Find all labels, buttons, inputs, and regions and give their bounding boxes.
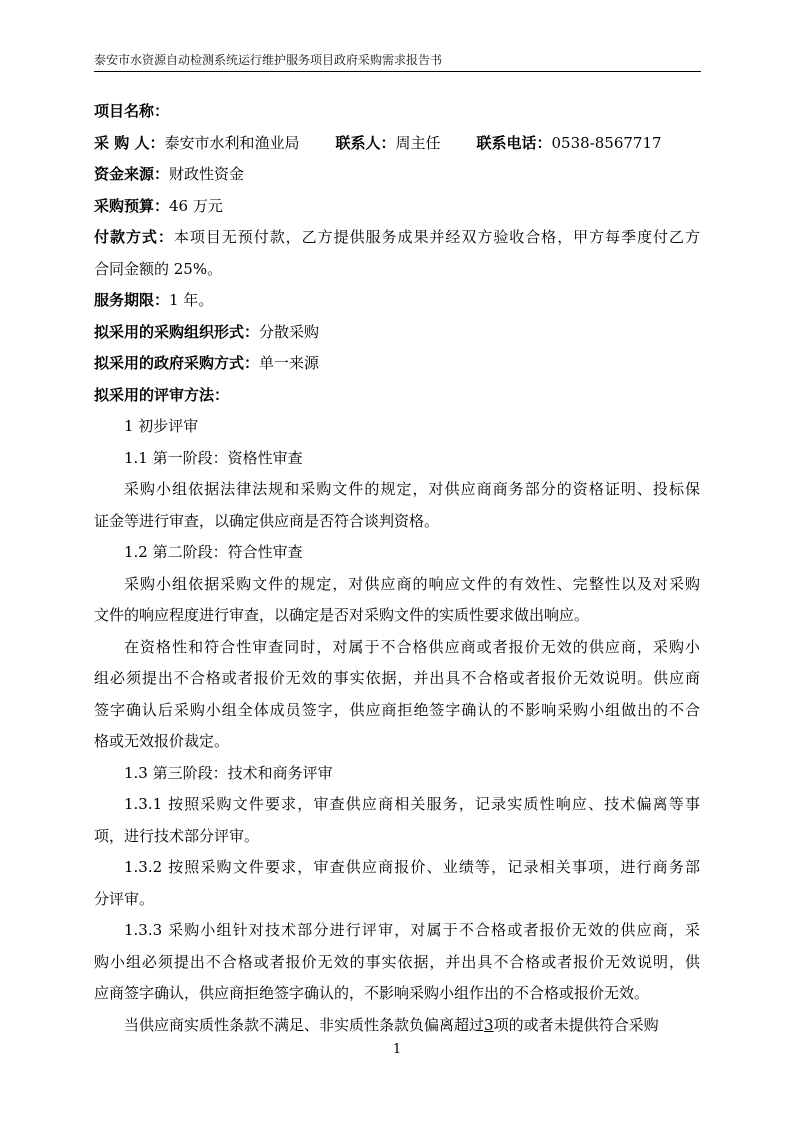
section-heading: 1.3 第三阶段：技术和商务评审: [124, 763, 333, 782]
paragraph-line: 购小组必须提出不合格或者报价无效的事实依据，并出具不合格或者报价无效说明，供: [94, 952, 700, 971]
paragraph-line: 签字确认后采购小组全体成员签字，供应商拒绝签字确认的不影响采购小组做出的不合: [94, 700, 700, 719]
budget-row: [94, 191, 700, 223]
phone-label: 联系电话：: [476, 133, 552, 152]
period-label: 服务期限：: [94, 291, 170, 309]
section-heading: 1.2 第二阶段：符合性审查: [124, 543, 303, 561]
paragraph-line: 格或无效报价裁定。: [94, 732, 230, 750]
period-value: 1 年。: [169, 291, 214, 309]
paragraph-text: 当供应商实质性条款不满足、非实质性条款负偏离超过: [124, 1015, 485, 1034]
paragraph-line: 1.3.2 按照采购文件要求，审查供应商报价、业绩等，记录相关事项，进行商务部: [124, 858, 700, 876]
fund-value: 财政性资金: [169, 165, 245, 183]
org-form-label: 拟采用的采购组织形式：: [94, 322, 260, 341]
contact-label: 联系人：: [335, 133, 396, 152]
paragraph-line: 采购小组依据采购文件的规定，对供应商的响应文件的有效性、完整性以及对采购: [124, 574, 700, 593]
paragraph-line: 文件的响应程度进行审查，以确定是否对采购文件的实质性要求做出响应。: [94, 606, 590, 624]
paragraph-line: 1.3.1 按照采购文件要求，审查供应商相关服务，记录实质性响应、技术偏离等事: [124, 795, 700, 813]
paragraph-line: 应商签字确认，供应商拒绝签字确认的，不影响采购小组作出的不合格或报价无效。: [94, 984, 650, 1002]
underlined-number: 3: [484, 1015, 494, 1034]
method-row: [94, 348, 700, 380]
org-form-value: 分散采购: [259, 322, 320, 341]
paragraph-text: 项的或者未提供符合采购: [493, 1015, 659, 1034]
contact-value: 周主任: [395, 133, 441, 152]
payment-row: [94, 222, 700, 254]
fund-label: 资金来源：: [94, 165, 170, 183]
project-name-label: 项目名称：: [94, 102, 170, 120]
org-form-row: [94, 317, 700, 349]
section-heading: 1.1 第一阶段：资格性审查: [124, 448, 303, 467]
paragraph-line: 分评审。: [94, 889, 155, 908]
paragraph-line: 采购小组依据法律法规和采购文件的规定，对供应商商务部分的资格证明、投标保: [124, 480, 700, 498]
payment-label: 付款方式：: [94, 228, 174, 246]
payment-row-cont: 合同金额的 25%。: [94, 259, 223, 278]
budget-value: 46 万元: [169, 196, 223, 215]
paragraph-line: 1.3.3 采购小组针对技术部分进行评审，对属于不合格或者报价无效的供应商，采: [124, 921, 700, 939]
purchaser-value: 泰安市水利和渔业局: [164, 133, 300, 152]
paragraph-line: 证金等进行审查，以确定供应商是否符合谈判资格。: [94, 511, 440, 530]
payment-value: 本项目无预付款，乙方提供服务成果并经双方验收合格，甲方每季度付乙方: [173, 228, 700, 246]
document-header: 泰安市水资源自动检测系统运行维护服务项目政府采购需求报告书: [94, 52, 701, 72]
phone-value: 0538-8567717: [551, 133, 662, 152]
purchaser-label: 采 购 人：: [94, 133, 165, 152]
fund-row: [94, 159, 700, 191]
eval-label: 拟采用的评审方法：: [94, 385, 230, 404]
paragraph-line: [94, 1010, 700, 1042]
budget-label: 采购预算：: [94, 196, 170, 215]
document-body: [94, 96, 700, 1041]
page-number: 1: [392, 1042, 402, 1057]
period-row: [94, 285, 700, 317]
purchaser-row: [94, 128, 700, 160]
method-label: 拟采用的政府采购方式：: [94, 354, 260, 372]
method-value: 单一来源: [259, 354, 320, 372]
paragraph-line: 组必须提出不合格或者报价无效的事实依据，并出具不合格或者报价无效说明。供应商: [94, 669, 700, 687]
paragraph-line: 项，进行技术部分评审。: [94, 826, 260, 845]
section-heading: 1 初步评审: [124, 417, 199, 435]
paragraph-line: 在资格性和符合性审查同时，对属于不合格供应商或者报价无效的供应商，采购小: [124, 637, 700, 656]
